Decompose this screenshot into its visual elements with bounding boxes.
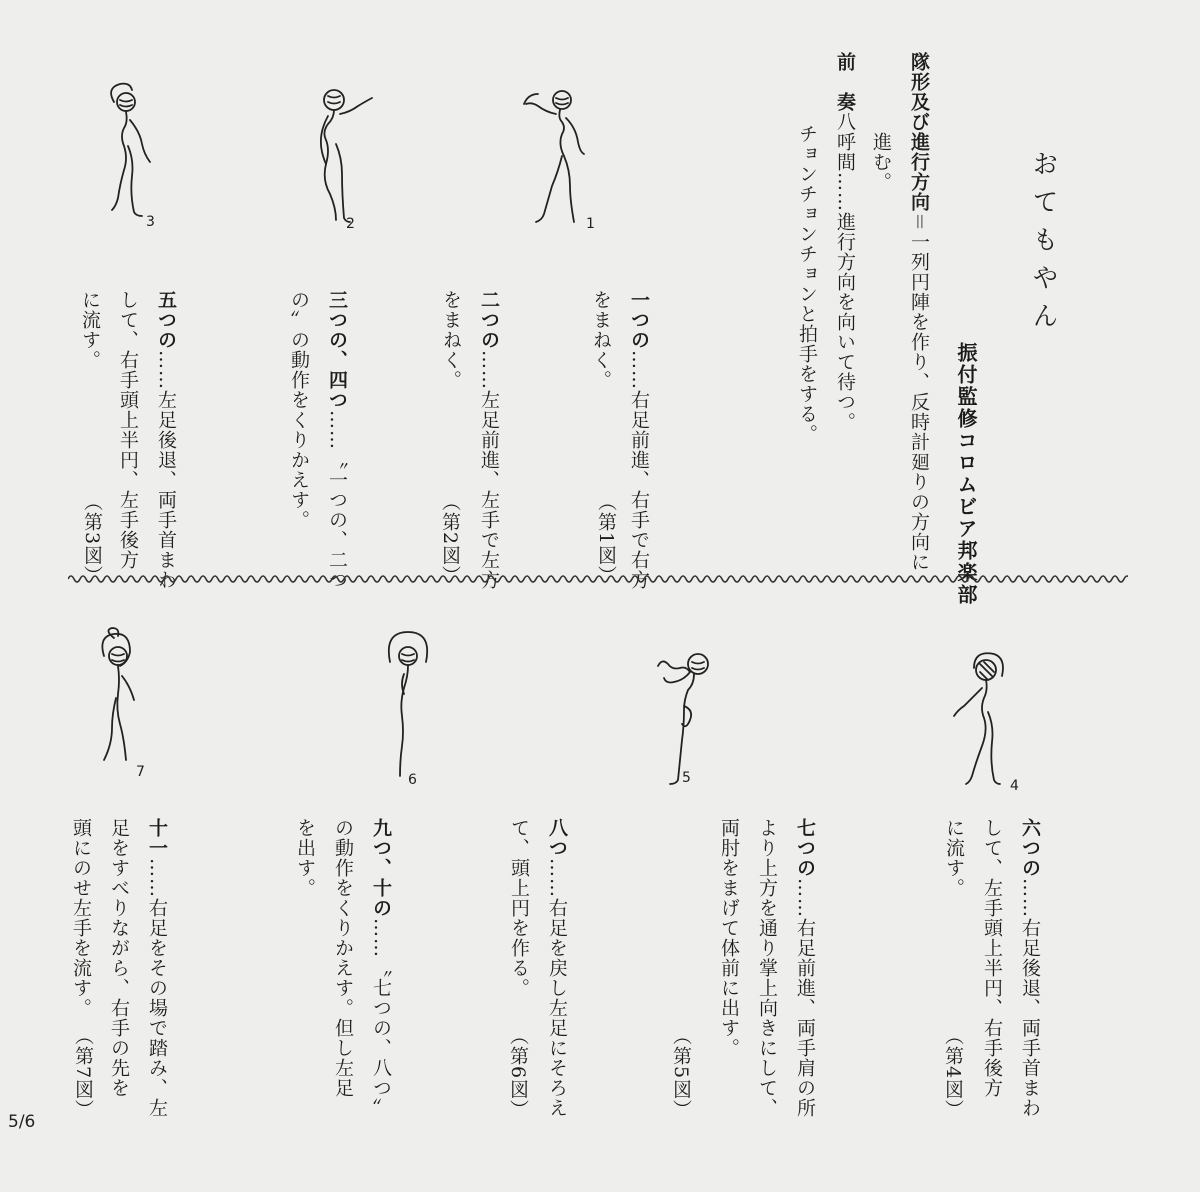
dance-figure-6: [376, 630, 466, 794]
formation-text-2: 進む。: [870, 132, 892, 192]
step-8-text-2: の動作をくりかえす。但し左足: [332, 818, 354, 1098]
step-1-text-2: をまねく。: [590, 290, 612, 390]
figure-1-number: 1: [586, 216, 595, 232]
step-5-text-1: ……右足後退、両手首まわ: [1019, 878, 1041, 1118]
prelude-text-1: 八呼間……進行方向を向いて待つ。: [834, 112, 856, 432]
figure-4-number: 4: [1010, 778, 1019, 794]
formation-separator: ＝: [908, 212, 930, 233]
dance-figure-3: [96, 80, 186, 234]
dance-figure-2: [300, 84, 390, 238]
prelude-line: [826, 52, 864, 444]
step-5-text-2: して、左手頭上半円、右手後方: [981, 818, 1003, 1098]
step-7-fig-ref: （第6図）: [507, 1026, 529, 1120]
step-6-text-3: 両肘をまげて体前に出す。: [718, 818, 740, 1058]
formation-text-1: 一列円陣を作り、反時計廻りの方向に: [908, 232, 930, 573]
formation-line: [900, 52, 938, 572]
step-6-text-2: より上方を通り掌上向きにして、: [756, 818, 778, 1118]
step-2-text-1: ……左足前進、左手で左方: [478, 350, 500, 590]
step-1-head: 一つの: [628, 290, 650, 350]
step-1-fig-ref: （第1図）: [595, 492, 617, 586]
step-2-text-2: をまねく。: [440, 290, 462, 390]
step-6-text-1: ……右足前進、両手肩の所: [794, 878, 816, 1118]
song-title: おてもやん: [1028, 150, 1058, 340]
step-5-text-3: に流す。: [943, 818, 965, 898]
dance-figure-5: [648, 650, 738, 804]
prelude-heading: 前 奏: [834, 52, 856, 112]
step-9-text-2: 足をすべりながら、右手の先を: [108, 818, 130, 1098]
step-4-head: 五つの: [155, 290, 177, 350]
step-7-text-1: ……右足を戻し左足にそろえ: [546, 858, 568, 1118]
step-6-head: 七つの: [794, 818, 816, 878]
step-7-head: 八つ: [546, 818, 568, 858]
dance-figure-4: [948, 650, 1038, 804]
step-4-text-2: して、右手頭上半円、左手後方: [117, 290, 139, 570]
step-9-fig-ref: （第7図）: [72, 1026, 94, 1120]
dance-figure-7: [92, 626, 182, 790]
intro-block: [862, 52, 938, 572]
step-4-text-1: ……左足後退、両手首まわ: [155, 350, 177, 590]
step-9-text-1: ……右足をその場で踏み、左: [146, 858, 168, 1118]
prelude-block: [788, 52, 864, 444]
step-8: [286, 818, 400, 1118]
formation-heading: 隊形及び進行方向: [908, 52, 930, 212]
step-6: [710, 818, 824, 1118]
step-3-text-1: ……〝一つの、二つ: [326, 410, 348, 590]
step-5-fig-ref: （第4図）: [942, 1026, 964, 1120]
step-1-text-1: ……右足前進、右手で右方: [628, 350, 650, 590]
step-3: [280, 290, 356, 590]
step-2-head: 二つの: [478, 290, 500, 350]
step-5-head: 六つの: [1019, 818, 1041, 878]
step-9-head: 十一: [146, 818, 168, 858]
choreography-credit: 振付監修コロムビア邦楽部: [954, 342, 978, 606]
step-3-head: 三つの、四つ: [326, 290, 348, 410]
step-4-fig-ref: （第3図）: [81, 492, 103, 586]
figure-3-number: 3: [146, 214, 155, 230]
figure-6-number: 6: [408, 772, 417, 788]
step-3-text-2: の〟の動作をくりかえす。: [288, 290, 310, 530]
step-8-text-3: を出す。: [294, 818, 316, 898]
figure-5-number: 5: [682, 770, 691, 786]
step-4-text-3: に流す。: [79, 290, 101, 370]
step-2-fig-ref: （第2図）: [439, 492, 461, 586]
step-7-text-2: て、頭上円を作る。: [508, 818, 530, 998]
dance-figure-1: [510, 88, 600, 242]
step-8-head: 九つ、十の: [370, 818, 392, 918]
step-8-text-1: ……〝七つの、八つ〟: [370, 918, 392, 1118]
step-9-text-3: 頭にのせ左手を流す。: [70, 818, 92, 1018]
wavy-divider: [68, 572, 1128, 586]
figure-7-number: 7: [136, 764, 145, 780]
step-6-fig-ref: （第5図）: [670, 1026, 692, 1120]
prelude-text-2: チョンチョンチョンと拍手をする。: [796, 124, 818, 444]
figure-2-number: 2: [346, 216, 355, 232]
page-number: 5/6: [8, 1112, 36, 1132]
